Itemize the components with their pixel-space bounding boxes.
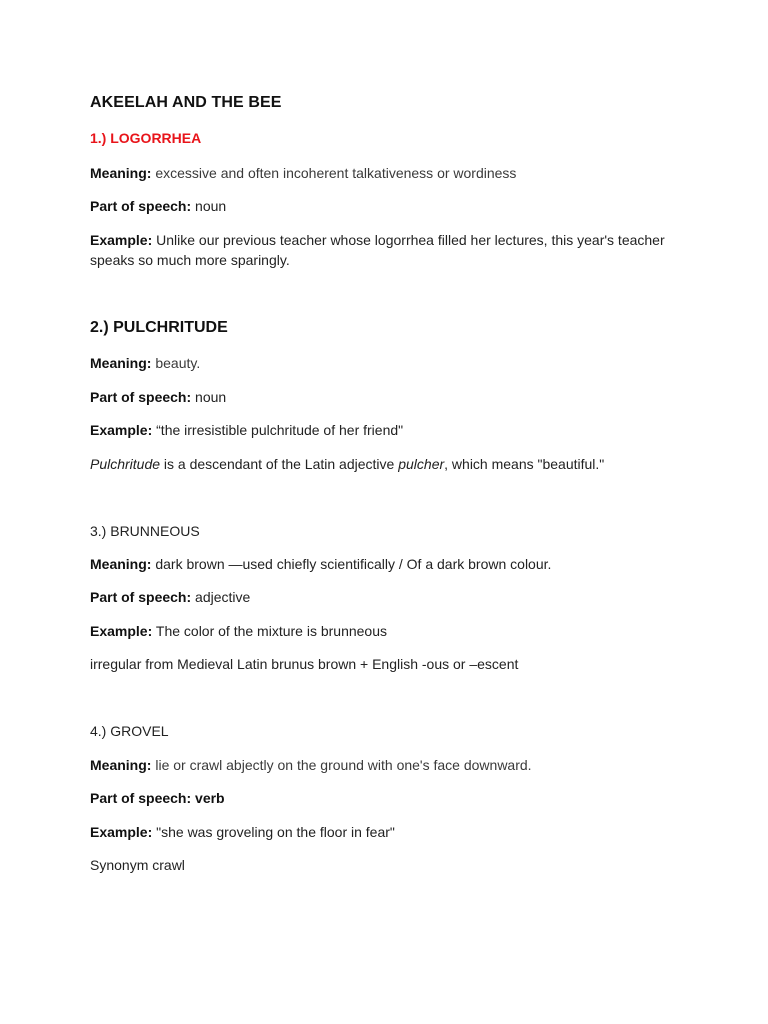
pos-line-pulchritude: [90, 387, 226, 407]
etymology-note-brunneous: irregular from Medieval Latin brunus brown + English -ous or –escent: [90, 656, 519, 672]
meaning-label: Meaning:: [90, 556, 152, 572]
example-label: Example:: [90, 422, 153, 438]
pos-line-grovel: Part of speech: verb: [90, 790, 225, 806]
etymology-note-pulchritude: [90, 454, 604, 474]
pos-line-logorrhea: [90, 196, 226, 216]
example-label: Example:: [90, 232, 153, 248]
example-label: Example:: [90, 824, 153, 840]
example-line-grovel: [90, 822, 395, 842]
word-heading-grovel: 4.) GROVEL: [90, 723, 169, 739]
pos-label: Part of speech:: [90, 389, 192, 405]
meaning-text: beauty.: [155, 355, 201, 371]
document-title: AKEELAH AND THE BEE: [90, 94, 282, 111]
meaning-line-brunneous: [90, 554, 551, 574]
word-heading-logorrhea: 1.) LOGORRHEA: [90, 130, 202, 146]
word-heading-pulchritude: 2.) PULCHRITUDE: [90, 319, 228, 336]
pos-text: adjective: [195, 589, 251, 605]
example-text: Unlike our previous teacher whose logorrhea filled her lectures, this year's teacher speaks so much more sparingly.: [90, 232, 665, 268]
synonym-note-grovel: Synonym crawl: [90, 857, 185, 873]
word-heading-brunneous: 3.) BRUNNEOUS: [90, 523, 200, 539]
example-line-brunneous: [90, 621, 387, 641]
pos-text: noun: [195, 198, 227, 214]
example-line-pulchritude: [90, 420, 403, 440]
meaning-label: Meaning:: [90, 355, 152, 371]
example-text: The color of the mixture is brunneous: [155, 623, 388, 639]
example-label: Example:: [90, 623, 153, 639]
meaning-label: Meaning:: [90, 165, 152, 181]
example-text: "she was groveling on the floor in fear": [156, 824, 395, 840]
example-text: “the irresistible pulchritude of her friend": [156, 422, 404, 438]
pos-text: noun: [195, 389, 227, 405]
pos-label: Part of speech:: [90, 198, 192, 214]
note-mid: is a descendant of the Latin adjective: [160, 456, 399, 472]
meaning-line-grovel: [90, 755, 532, 775]
meaning-line-logorrhea: [90, 163, 516, 183]
pos-line-brunneous: [90, 587, 250, 607]
meaning-text: dark brown —used chiefly scientifically / Of a dark brown colour.: [155, 556, 552, 572]
meaning-text: lie or crawl abjectly on the ground with one's face downward.: [155, 757, 532, 773]
pos-label: Part of speech:: [90, 589, 192, 605]
meaning-label: Meaning:: [90, 757, 152, 773]
note-term: Pulchritude: [90, 456, 161, 472]
meaning-text: excessive and often incoherent talkativeness or wordiness: [155, 165, 517, 181]
example-line-logorrhea: [90, 230, 680, 270]
note-end: , which means "beautiful.": [444, 456, 605, 472]
note-term2: pulcher: [398, 456, 445, 472]
meaning-line-pulchritude: [90, 353, 200, 373]
